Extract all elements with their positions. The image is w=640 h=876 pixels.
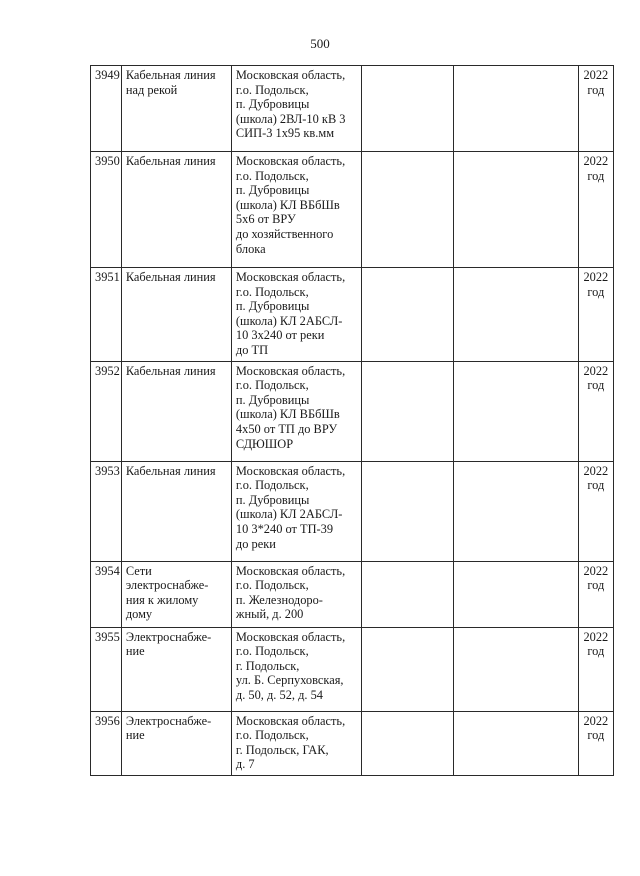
year-cell (578, 627, 613, 711)
year-line: 2022 (583, 68, 609, 82)
address-cell (231, 152, 361, 268)
row-number: 3949 (95, 68, 120, 82)
year-cell (578, 152, 613, 268)
address-line: д. 50, д. 52, д. 54 (235, 687, 323, 702)
row-number-cell (91, 711, 122, 775)
year-line: 2022 (583, 713, 609, 728)
address-line: 5х6 от ВРУ (235, 212, 296, 227)
year-cell (578, 561, 613, 627)
row-number-cell (91, 66, 122, 152)
object-name-line: Кабельная линия (125, 68, 216, 82)
year-line: 2022 (583, 563, 609, 578)
address-line: Московская область, (235, 713, 346, 728)
year-line: год (587, 284, 605, 299)
row-number-cell (91, 361, 122, 461)
year-line: год (587, 478, 605, 493)
empty-cell (361, 268, 453, 362)
address-cell (231, 627, 361, 711)
address-line: д. 7 (235, 757, 255, 772)
address-line: до хозяйственного (235, 226, 334, 241)
address-line: (школа) КЛ ВБбШв (235, 197, 340, 212)
address-line: г.о. Подольск, (235, 478, 309, 493)
table-row (91, 561, 614, 627)
address-line: г. Подольск, (235, 658, 300, 673)
empty-cell (454, 561, 578, 627)
address-line: п. Дубровицы (235, 392, 310, 407)
address-cell (231, 361, 361, 461)
row-number-cell (91, 461, 122, 561)
empty-cell (454, 361, 578, 461)
registry-rows (91, 66, 614, 776)
empty-cell (361, 461, 453, 561)
row-number: 3954 (95, 563, 120, 578)
table-row (91, 66, 614, 152)
address-line: жный, д. 200 (235, 607, 304, 622)
object-name-line: Кабельная линия (125, 270, 216, 284)
address-line: Московская область, (235, 270, 346, 284)
address-line: г. Подольск, ГАК, (235, 742, 329, 757)
object-name-line: ния к жилому (125, 592, 199, 607)
address-line: (школа) КЛ 2АБСЛ- (235, 313, 343, 328)
object-name-line: Кабельная линия (125, 154, 216, 168)
address-line: г.о. Подольск, (235, 82, 309, 97)
address-line: п. Дубровицы (235, 299, 310, 314)
address-line: Московская область, (235, 363, 346, 378)
address-line: Московская область, (235, 629, 346, 644)
year-line: 2022 (583, 154, 609, 168)
year-line: год (587, 378, 605, 393)
empty-cell (454, 627, 578, 711)
address-line: п. Дубровицы (235, 97, 310, 112)
address-line: (школа) 2ВЛ-10 кВ 3 (235, 111, 346, 126)
table-row (91, 627, 614, 711)
object-name-cell (121, 711, 231, 775)
row-number: 3956 (95, 713, 120, 728)
empty-cell (454, 711, 578, 775)
row-number-cell (91, 627, 122, 711)
year-line: 2022 (583, 270, 609, 284)
address-line: г.о. Подольск, (235, 168, 309, 183)
empty-cell (361, 627, 453, 711)
empty-cell (454, 66, 578, 152)
object-name-line: Электроснабже- (125, 629, 212, 644)
object-name-cell (121, 152, 231, 268)
object-name-line: электроснабже- (125, 578, 209, 593)
page-number: 500 (310, 36, 330, 51)
address-line: п. Дубровицы (235, 492, 310, 507)
year-line: год (587, 82, 605, 97)
table-row (91, 461, 614, 561)
object-name-line: Электроснабже- (125, 713, 212, 728)
row-number-cell (91, 152, 122, 268)
object-name-line: дому (125, 607, 153, 622)
address-line: г.о. Подольск, (235, 644, 309, 659)
address-line: г.о. Подольск, (235, 578, 309, 593)
year-line: год (587, 168, 605, 183)
address-line: ул. Б. Серпуховская, (235, 673, 344, 688)
address-line: блока (235, 241, 266, 256)
address-cell (231, 66, 361, 152)
address-cell (231, 268, 361, 362)
address-cell (231, 461, 361, 561)
object-name-cell (121, 361, 231, 461)
year-line: год (587, 578, 605, 593)
table-row (91, 361, 614, 461)
object-name-line: над рекой (125, 82, 178, 97)
row-number-cell (91, 268, 122, 362)
year-line: год (587, 644, 605, 659)
object-name-line: Сети (125, 563, 152, 578)
empty-cell (454, 152, 578, 268)
object-name-cell (121, 461, 231, 561)
address-line: п. Дубровицы (235, 183, 310, 198)
address-line: 10 3*240 от ТП-39 (235, 521, 334, 536)
empty-cell (361, 711, 453, 775)
year-line: 2022 (583, 629, 609, 644)
address-line: Московская область, (235, 68, 346, 82)
year-cell (578, 268, 613, 362)
row-number: 3952 (95, 363, 120, 378)
address-cell (231, 711, 361, 775)
row-number: 3955 (95, 629, 120, 644)
row-number: 3951 (95, 270, 120, 284)
table-row (91, 711, 614, 775)
address-line: Московская область, (235, 563, 346, 578)
address-line: (школа) КЛ ВБбШв (235, 407, 340, 422)
address-line: 4х50 от ТП до ВРУ (235, 421, 338, 436)
empty-cell (361, 561, 453, 627)
address-line: СИП-3 1х95 кв.мм (235, 126, 335, 141)
empty-cell (361, 361, 453, 461)
row-number: 3950 (95, 154, 120, 168)
year-line: год (587, 728, 605, 743)
address-line: Московская область, (235, 463, 346, 478)
empty-cell (454, 268, 578, 362)
object-name-cell (121, 561, 231, 627)
year-cell (578, 711, 613, 775)
address-line: СДЮШОР (235, 436, 294, 451)
row-number-cell (91, 561, 122, 627)
registry-table (90, 65, 614, 776)
row-number: 3953 (95, 463, 120, 478)
object-name-cell (121, 66, 231, 152)
empty-cell (361, 152, 453, 268)
object-name-cell (121, 268, 231, 362)
empty-cell (454, 461, 578, 561)
object-name-line: ние (125, 728, 145, 743)
object-name-line: ние (125, 644, 145, 659)
year-cell (578, 461, 613, 561)
table-row (91, 152, 614, 268)
address-line: 10 3х240 от реки (235, 328, 325, 343)
address-line: п. Железнодоро- (235, 592, 323, 607)
object-name-line: Кабельная линия (125, 463, 216, 478)
address-line: (школа) КЛ 2АБСЛ- (235, 507, 343, 522)
object-name-cell (121, 627, 231, 711)
table-row (91, 268, 614, 362)
address-line: до реки (235, 536, 276, 551)
empty-cell (361, 66, 453, 152)
address-line: г.о. Подольск, (235, 284, 309, 299)
year-line: 2022 (583, 463, 609, 478)
address-line: г.о. Подольск, (235, 378, 309, 393)
address-cell (231, 561, 361, 627)
address-line: до ТП (235, 342, 269, 357)
year-cell (578, 66, 613, 152)
object-name-line: Кабельная линия (125, 363, 216, 378)
address-line: Московская область, (235, 154, 346, 168)
address-line: г.о. Подольск, (235, 728, 309, 743)
year-cell (578, 361, 613, 461)
year-line: 2022 (583, 363, 609, 378)
